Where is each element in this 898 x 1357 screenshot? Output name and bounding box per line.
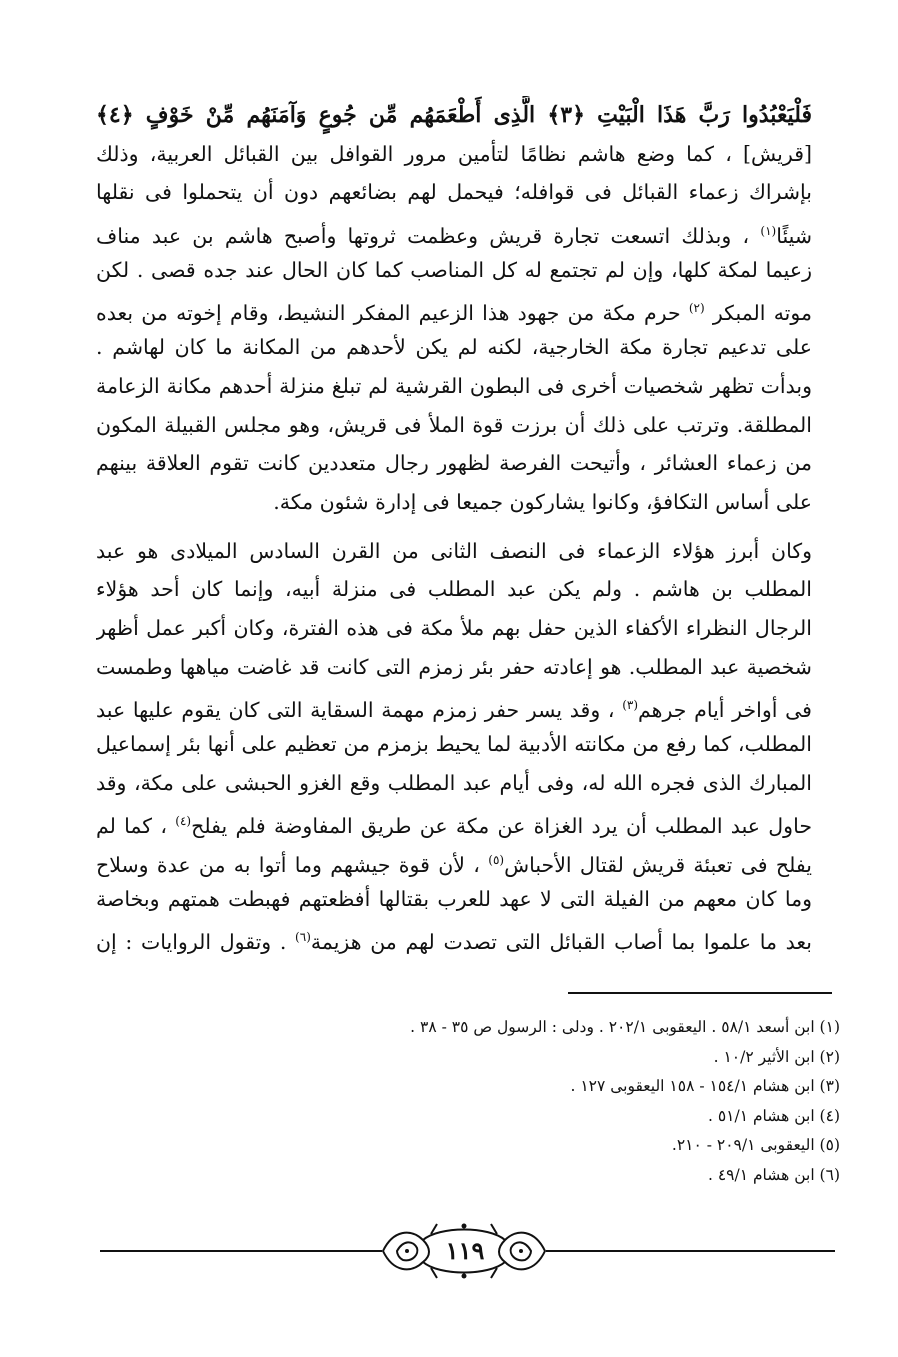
text-line: وبدأت تظهر شخصيات أخرى فى البطون القرشية لم تبلغ منزلة أحدهم مكانة الزعامة	[96, 373, 812, 398]
footnote-ref: (٥)	[488, 853, 505, 868]
footnote: (١) ابن أسعد ٥٨/١ . اليعقوبى ٢٠٢/١ . ودلى : الرسول ص ٣٥ - ٣٨ .	[410, 1018, 840, 1036]
footnote-ref: (٦)	[295, 930, 311, 945]
footnote: (٥) اليعقوبى ٢٠٩/١ - ٢١٠.	[671, 1136, 840, 1154]
text-line: من زعماء العشائر ، وأتيحت الفرصة لظهور رجال متعددين كانت تقوم العلاقة بينهم	[96, 451, 812, 476]
footnote: (٦) ابن هشام ٤٩/١ .	[707, 1165, 840, 1184]
text-line: بعد ما علموا بما أصاب القبائل التى تصدت لهم من هزيمة$^{(٦)}$ . وتقول الروايات : إن	[96, 930, 812, 955]
text-line: وما كان معهم من الفيلة التى لا عهد للعرب بقتالها أفظعتهم فهبطت همتهم وبخاصة	[96, 886, 812, 911]
quran-verse-line: فَلْيَعْبُدُوا رَبَّ هَذَا الْبَيْتِ ﴿٣﴾ الَّذِى أَطْعَمَهُم مِّن جُوعٍ وَآمَنَهُم مِّنْ خَوْفٍ ﴿٤﴾	[96, 102, 812, 128]
main-text	[96, 96, 812, 957]
footnote-ref: (٢)	[688, 301, 705, 316]
text-line: حاول عبد المطلب أن يرد الغزاة عن مكة عن طريق المفاوضة فلم يفلح$^{(٤)}$ ، كما لم	[96, 814, 812, 839]
footnote-separator	[568, 992, 832, 994]
page-footer	[100, 1220, 835, 1282]
text-line: المطلب بن هاشم . ولم يكن عبد المطلب فى منزلة أبيه، وإنما كان أحد هؤلاء	[96, 577, 812, 602]
footnotes	[300, 1013, 840, 1190]
text-line: [قريش] ، كما وضع هاشم نظامًا لتأمين مرور القوافل بين القبائل العربية، وذلك	[96, 141, 812, 166]
text-line: يفلح فى تعبئة قريش لقتال الأحباش$^{(٥)}$ ، لأن قوة جيشهم وما أتوا به من عدة وسلاح	[96, 852, 812, 877]
page-number: ١١٩	[445, 1236, 485, 1265]
footer-rule-left	[100, 1250, 382, 1252]
text-line: المبارك الذى فجره الله له، وفى أيام عبد المطلب وقع الغزو الحبشى على مكة، وقد	[96, 770, 812, 795]
text-line: موته المبكر $^{(٢)}$ حرم مكة من جهود هذا الزعيم المفكر النشيط، وقام إخوته من بعده	[96, 301, 812, 326]
footnote-ref: (٣)	[622, 698, 639, 713]
footnote: (٢) ابن الأثير ١٠/٢ .	[713, 1047, 840, 1066]
footnote: (٣) ابن هشام ١٥٤/١ - ١٥٨ اليعقوبى ١٢٧ .	[570, 1077, 840, 1095]
text-line: شخصية عبد المطلب. هو إعادته حفر بئر زمزم التى كانت قد غاضت مياهها وطمست	[96, 654, 812, 679]
footnote-ref: (١)	[760, 224, 777, 239]
text-line: على تدعيم تجارة مكة الخارجية، لكنه لم يكن لأحدهم من المكانة ما كان لهاشم .	[96, 335, 812, 360]
text-line: فى أواخر أيام جرهم$^{(٣)}$ ، وقد يسر حفر زمزم مهمة السقاية التى كان يقوم عليها عبد	[96, 698, 812, 723]
text-line: المطلقة. وترتب على ذلك أن برزت قوة الملأ فى قريش، وهو مجلس القبيلة المكون	[96, 412, 812, 437]
text-line: الرجال النظراء الأكفاء الذين حفل بهم ملأ مكة فى هذه الفترة، وكان أكبر عمل أظهر	[96, 615, 812, 640]
text-line: وكان أبرز هؤلاء الزعماء فى النصف الثانى من القرن السادس الميلادى هو عبد	[96, 538, 812, 563]
text-line: بإشراك زعماء القبائل فى قوافله؛ فيحمل لهم بضائعهم دون أن يتحملوا فى نقلها	[96, 180, 812, 205]
text-line: زعيما لمكة كلها، وإن لم تجتمع له كل المناصب كما كان الحال عند جده قصى . لكن	[96, 257, 812, 282]
text-line: على أساس التكافؤ، وكانوا يشاركون جميعا فى إدارة شئون مكة.	[273, 489, 812, 514]
footnote-ref: (٤)	[175, 814, 192, 829]
footer-rule-right	[546, 1250, 835, 1252]
text-line: شيئًا$^{(١)}$ ، وبذلك اتسعت تجارة قريش وعظمت ثروتها وأصبح هاشم بن عبد مناف	[96, 223, 812, 248]
footnote: (٤) ابن هشام ٥١/١ .	[707, 1106, 840, 1125]
text-line: المطلب، كما رفع من مكانته الأدبية لما يحيط بزمزم من تعظيم على أنها بئر إسماعيل	[96, 732, 812, 756]
